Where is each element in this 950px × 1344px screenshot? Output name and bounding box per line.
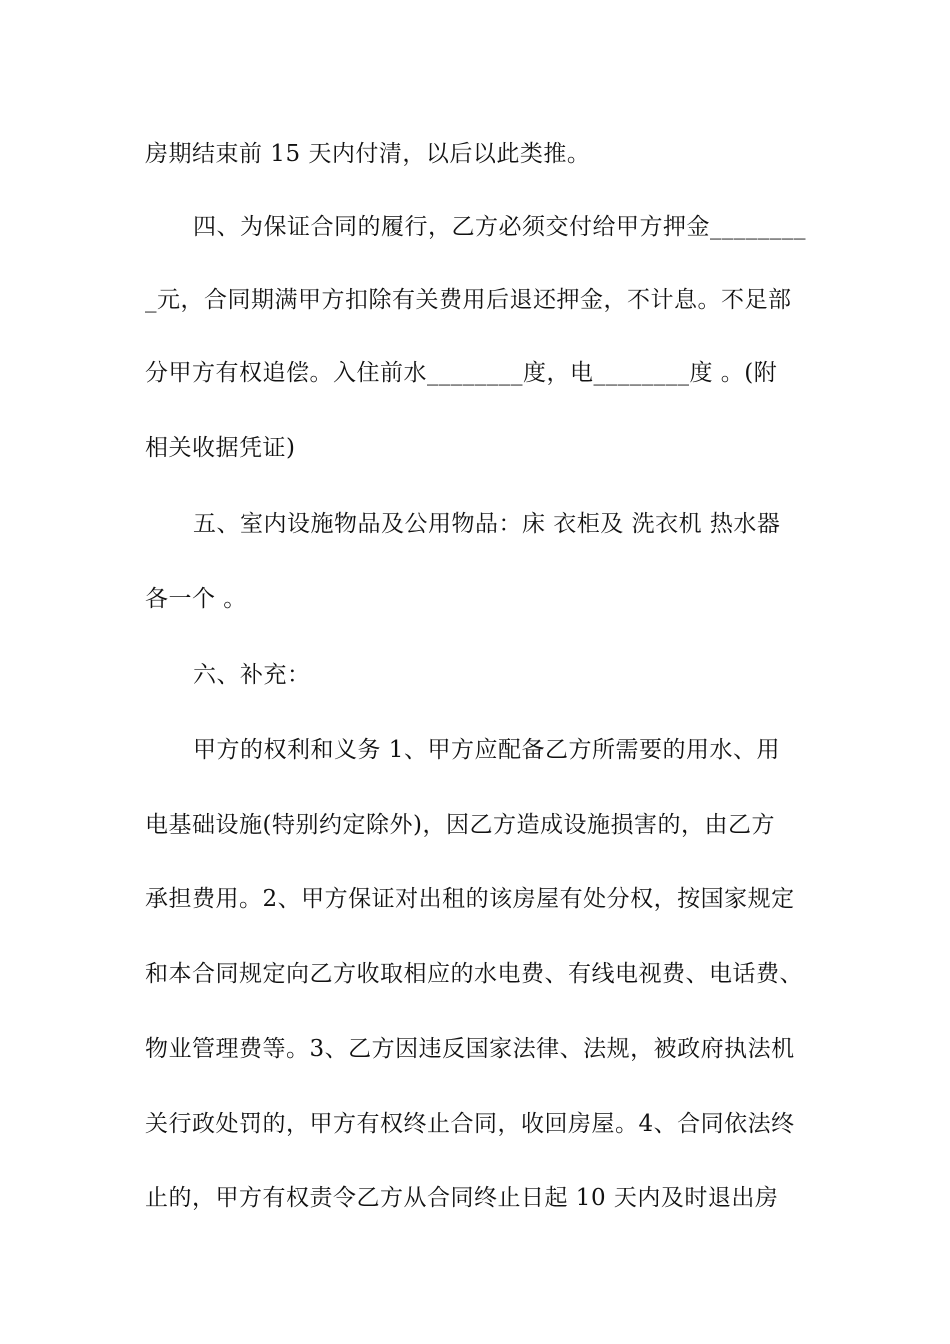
text-line: 各一个 。 — [145, 586, 247, 612]
text-line: 电基础设施(特别约定除外)，因乙方造成设施损害的，由乙方 — [145, 812, 775, 838]
text-line: 相关收据凭证) — [145, 435, 296, 461]
clause-six-heading: 六、补充： — [193, 662, 311, 688]
text-line: 和本合同规定向乙方收取相应的水电费、有线电视费、电话费、 — [145, 961, 803, 987]
party-a-rights-paragraph: 甲方的权利和义务 1、甲方应配备乙方所需要的用水、用 — [193, 737, 780, 763]
text-line: 关行政处罚的，甲方有权终止合同，收回房屋。4、合同依法终 — [145, 1111, 795, 1137]
text-line: 承担费用。2、甲方保证对出租的该房屋有处分权，按国家规定 — [145, 886, 795, 912]
clause-four-heading: 四、为保证合同的履行，乙方必须交付给甲方押金________ — [193, 214, 806, 240]
text-line: 止的，甲方有权责令乙方从合同终止日起 10 天内及时退出房 — [145, 1185, 779, 1211]
text-line: _元，合同期满甲方扣除有关费用后退还押金，不计息。不足部 — [145, 287, 792, 313]
text-line: 分甲方有权追偿。入住前水________度，电________度 。(附 — [145, 360, 778, 386]
text-line: 物业管理费等。3、乙方因违反国家法律、法规，被政府执法机 — [145, 1036, 795, 1062]
text-line: 房期结束前 15 天内付清，以后以此类推。 — [145, 141, 591, 167]
clause-five-heading: 五、室内设施物品及公用物品：床 衣柜及 洗衣机 热水器 — [193, 511, 781, 537]
